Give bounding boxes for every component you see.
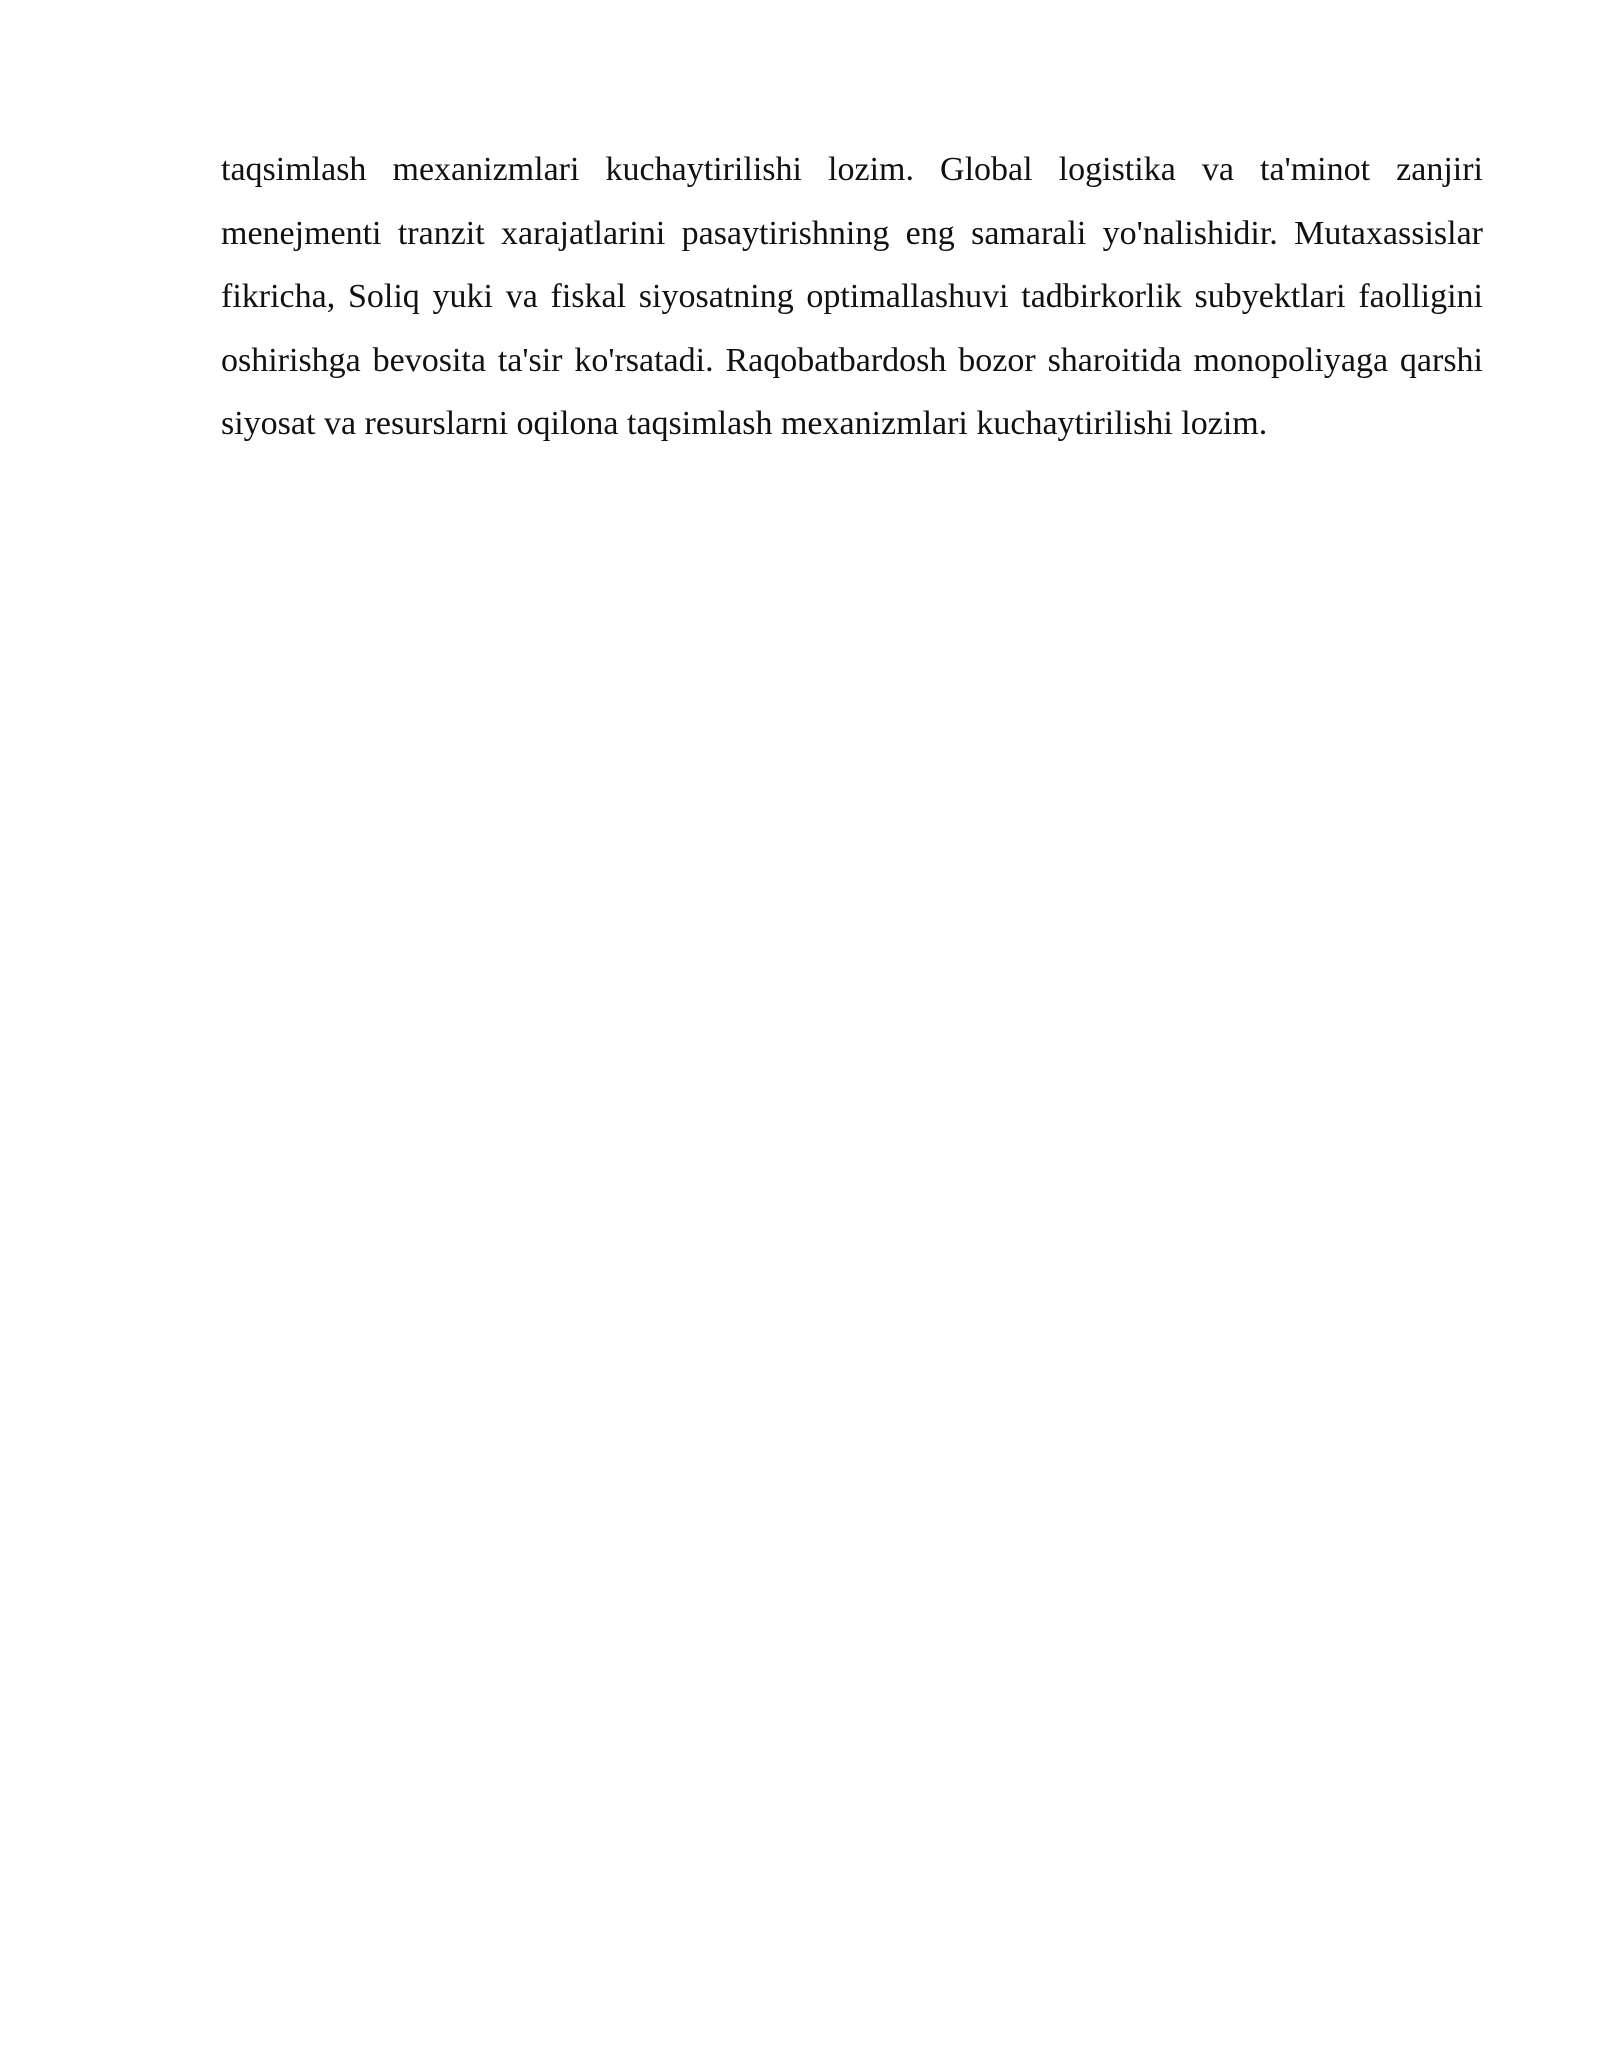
body-paragraph: taqsimlash mexanizmlari kuchaytirilishi lozim. Global logistika va ta'minot zanjiri menejmenti tranzit xarajatlarini pasaytirishning eng samarali yo'nalishidir. Mutaxassislar fikricha, Soliq yuki va fiskal siyosatning optimallashuvi tadbirkorlik subyektlari faolligini oshirishga bevosita ta'sir ko'rsatadi. Raqobatbardosh bozor sharoitida monopoliyaga qarshi siyosat va resurslarni oqilona taqsimlash mexanizmlari kuchaytirilishi lozim. — [221, 151, 1483, 442]
